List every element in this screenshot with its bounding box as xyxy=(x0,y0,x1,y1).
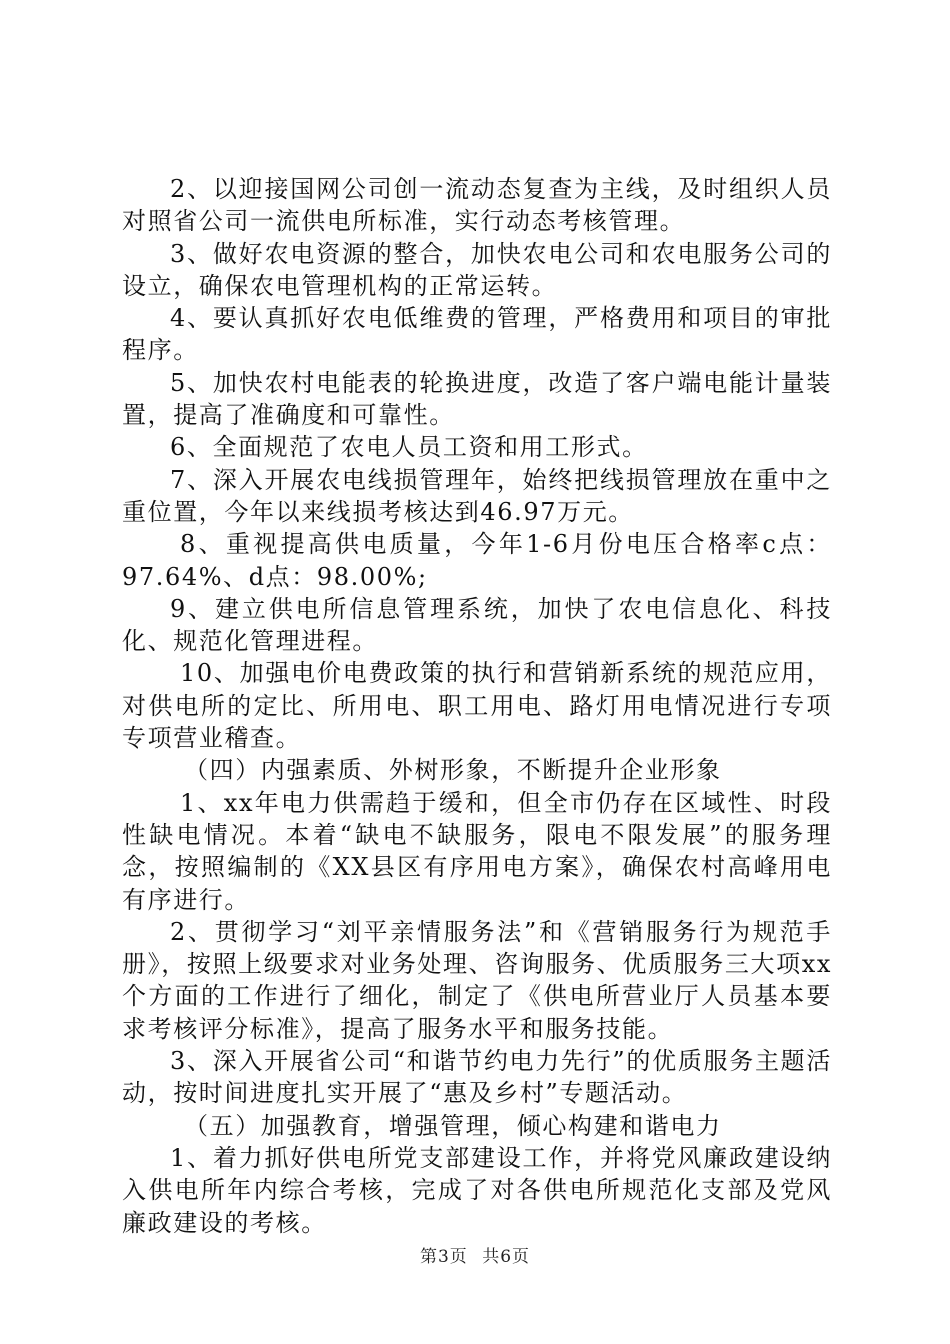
section-heading-five: （五）加强教育，增强管理，倾心构建和谐电力 xyxy=(184,1111,722,1140)
paragraph-item-5: 5、加快农村电能表的轮换进度，改造了客户端电能计量装置，提高了准确度和可靠性。 xyxy=(122,368,832,430)
paragraph-item-7: 7、深入开展农电线损管理年，始终把线损管理放在重中之重位置，今年以来线损考核达到46.97万元。 xyxy=(122,465,832,526)
paragraph-section4-item-3: 3、深入开展省公司“和谐节约电力先行”的优质服务主题活动，按时间进度扎实开展了“惠及乡村”专题活动。 xyxy=(122,1047,832,1108)
paragraph-section4-item-2: 2、贯彻学习“刘平亲情服务法”和《营销服务行为规范手册》，按照上级要求对业务处理、咨询服务、优质服务三大项xx个方面的工作进行了细化，制定了《供电所营业厅人员基本要求考核评分标准》，提高了服务水平和服务技能。 xyxy=(122,917,832,1043)
paragraph-item-9: 9、建立供电所信息管理系统，加快了农电信息化、科技化、规范化管理进程。 xyxy=(122,594,832,656)
paragraph-section4-item-1: 1、xx年电力供需趋于缓和，但全市仍存在区域性、时段性缺电情况。本着“缺电不缺服务，限电不限发展”的服务理念，按照编制的《XX县区有序用电方案》，确保农村高峰用电有序进行。 xyxy=(122,788,832,914)
page-total: 共6页 xyxy=(482,1247,531,1267)
paragraph-item-2: 2、以迎接国网公司创一流动态复查为主线，及时组织人员对照省公司一流供电所标准，实行动态考核管理。 xyxy=(122,175,832,236)
paragraph-section5-item-1: 1、着力抓好供电所党支部建设工作，并将党风廉政建设纳入供电所年内综合考核，完成了对各供电所规范化支部及党风廉政建设的考核。 xyxy=(122,1143,832,1237)
paragraph-item-8: 8、重视提高供电质量，今年1-6月份电压合格率c点：97.64%、d点：98.00%; xyxy=(122,530,832,591)
paragraph-item-4: 4、要认真抓好农电低维费的管理，严格费用和项目的审批程序。 xyxy=(122,304,832,365)
paragraph-item-10: 10、加强电价电费政策的执行和营销新系统的规范应用，对供电所的定比、所用电、职工用电、路灯用电情况进行专项专项营业稽查。 xyxy=(122,659,832,753)
paragraph-item-3: 3、做好农电资源的整合，加快农电公司和农电服务公司的设立，确保农电管理机构的正常运转。 xyxy=(122,239,832,300)
page-footer xyxy=(0,1242,950,1267)
page-number: 第3页 xyxy=(419,1247,468,1267)
paragraph-item-6: 6、全面规范了农电人员工资和用工形式。 xyxy=(170,433,648,462)
body-text xyxy=(122,173,832,1239)
section-heading-four: （四）内强素质、外树形象，不断提升企业形象 xyxy=(184,756,722,785)
